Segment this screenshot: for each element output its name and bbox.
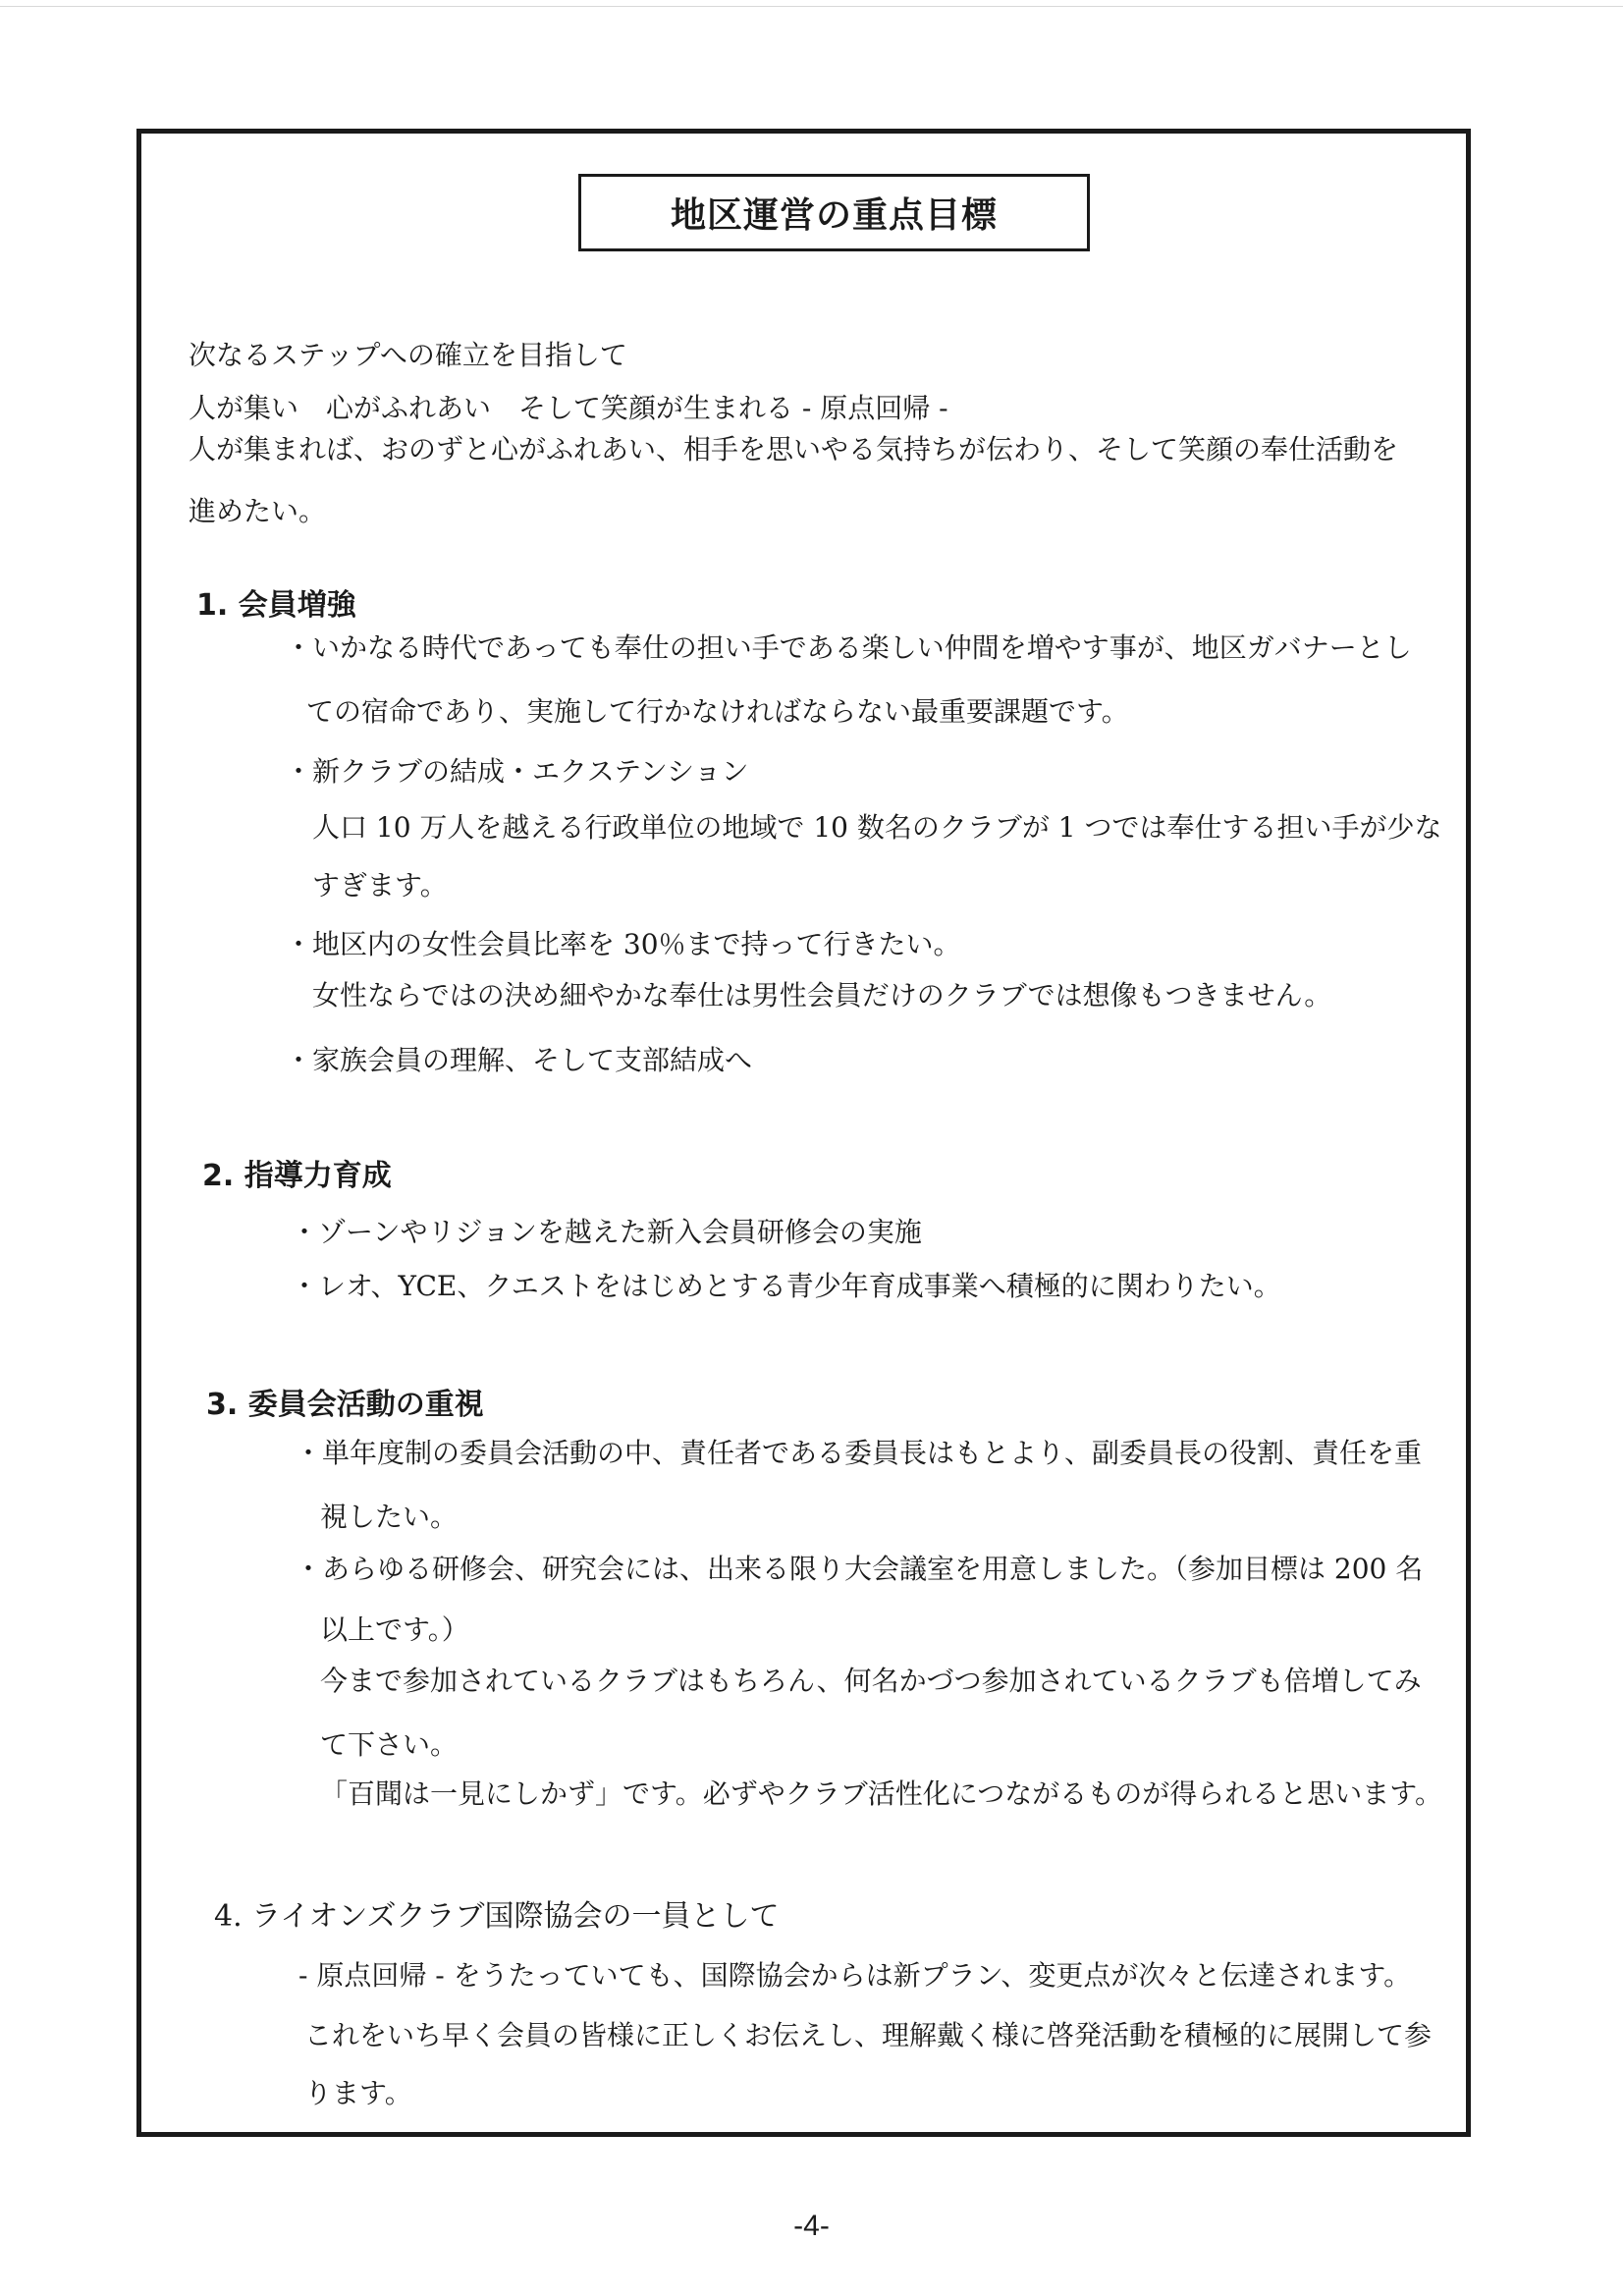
list-item: て下さい。	[320, 1728, 459, 1761]
list-item: ・地区内の女性会員比率を 30％まで持って行きたい。	[285, 928, 961, 960]
list-item: ・いかなる時代であっても奉仕の担い手である楽しい仲間を増やす事が、地区ガバナーとし	[285, 631, 1412, 664]
section-heading-membership: 1. 会員増強	[196, 588, 356, 623]
list-item: 視したい。	[320, 1501, 459, 1533]
list-item: ります。	[304, 2077, 412, 2109]
list-item: 以上です。）	[320, 1613, 469, 1646]
list-item: すぎます。	[312, 869, 448, 902]
intro-line: 進めたい。	[189, 495, 327, 527]
intro-line: 人が集まれば、おのずと心がふれあい、相手を思いやる気持ちが伝わり、そして笑顔の奉仕活動を	[189, 433, 1399, 465]
section-heading-leadership: 2. 指導力育成	[202, 1159, 392, 1193]
list-item: ・単年度制の委員会活動の中、責任者である委員長はもとより、副委員長の役割、責任を重	[295, 1437, 1423, 1469]
intro-line: 人が集い 心がふれあい そして笑顔が生まれる - 原点回帰 -	[189, 392, 948, 424]
list-item: 女性ならではの決め細やかな奉仕は男性会員だけのクラブでは想像もつきません。	[312, 979, 1332, 1011]
list-item: これをいち早く会員の皆様に正しくお伝えし、理解戴く様に啓発活動を積極的に展開して参	[304, 2019, 1433, 2051]
section-heading-committee: 3. 委員会活動の重視	[206, 1388, 484, 1422]
page-number: -4-	[793, 2210, 830, 2242]
list-item: 人口 10 万人を越える行政単位の地域で 10 数名のクラブが 1 つでは奉仕する担い手が少な	[312, 811, 1442, 844]
list-item: ・あらゆる研修会、研究会には、出来る限り大会議室を用意しました。（参加目標は 200 名	[295, 1553, 1424, 1585]
list-item: 「百聞は一見にしかず」です。必ずやクラブ活性化につながるものが得られると思います。	[320, 1777, 1442, 1810]
list-item: ・家族会員の理解、そして支部結成へ	[285, 1044, 753, 1076]
intro-line: 次なるステップへの確立を目指して	[189, 339, 627, 371]
list-item: - 原点回帰 - をうたっていても、国際協会からは新プラン、変更点が次々と伝達されます。	[298, 1959, 1412, 1992]
section-heading-international: 4. ライオンズクラブ国際協会の一員として	[214, 1899, 780, 1934]
page-title: 地区運営の重点目標	[578, 174, 1090, 251]
list-item: 今まで参加されているクラブはもちろん、何名かづつ参加されているクラブも倍増してみ	[320, 1665, 1422, 1697]
list-item: ・レオ、YCE、クエストをはじめとする青少年育成事業へ積極的に関わりたい。	[291, 1270, 1281, 1302]
list-item: ・ゾーンやリジョンを越えた新入会員研修会の実施	[291, 1216, 922, 1248]
scan-edge-line	[0, 6, 1623, 7]
list-item: ・新クラブの結成・エクステンション	[285, 755, 749, 788]
list-item: ての宿命であり、実施して行かなければならない最重要課題です。	[306, 695, 1129, 728]
